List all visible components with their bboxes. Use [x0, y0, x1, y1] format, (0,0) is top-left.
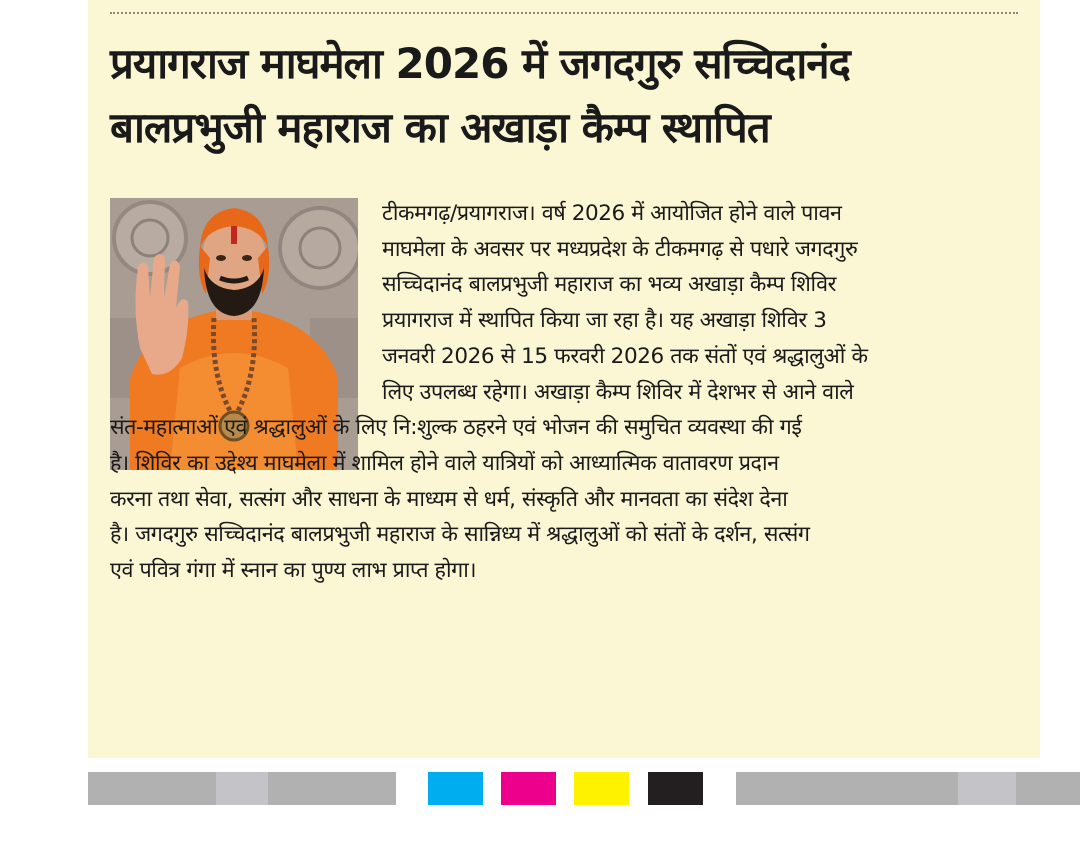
article-body — [110, 196, 1026, 589]
article-line: लिए उपलब्ध रहेगा। अखाड़ा कैम्प शिविर में देशभर से आने वाले — [382, 379, 854, 405]
grey-bar-left — [88, 772, 216, 805]
dotted-divider — [110, 12, 1018, 14]
article-line: सच्चिदानंद बालप्रभुजी महाराज का भव्य अखाड़ा कैम्प शिविर — [382, 272, 837, 298]
grey-bar-left-light — [216, 772, 268, 805]
article-line: है। शिविर का उद्देश्य माघमेला में शामिल होने वाले यात्रियों को आध्यात्मिक वातावरण प्रदान — [110, 450, 779, 476]
yellow-swatch — [574, 772, 629, 805]
grey-bar-right-end — [1016, 772, 1080, 805]
cyan-swatch — [428, 772, 483, 805]
headline — [110, 32, 1020, 160]
headline-line-1: प्रयागराज माघमेला 2026 में जगदगुरु सच्चिदानंद — [110, 39, 850, 88]
grey-bar-left-end — [268, 772, 396, 805]
article-line: माघमेला के अवसर पर मध्यप्रदेश के टीकमगढ़ से पधारे जगदगुरु — [382, 236, 858, 262]
article-line: एवं पवित्र गंगा में स्नान का पुण्य लाभ प्राप्त होगा। — [110, 558, 477, 584]
article-line: जनवरी 2026 से 15 फरवरी 2026 तक संतों एवं श्रद्धालुओं के — [382, 343, 868, 369]
black-swatch — [648, 772, 703, 805]
headline-line-2: बालप्रभुजी महाराज का अखाड़ा कैम्प स्थापित — [110, 103, 770, 152]
grey-bar-right — [736, 772, 958, 805]
newspaper-clipping — [88, 0, 1040, 758]
grey-bar-right-light — [958, 772, 1016, 805]
magenta-swatch — [501, 772, 556, 805]
article-line: करना तथा सेवा, सत्संग और साधना के माध्यम से धर्म, संस्कृति और मानवता का संदेश देना — [110, 486, 788, 512]
article-line: प्रयागराज में स्थापित किया जा रहा है। यह अखाड़ा शिविर 3 — [382, 308, 827, 334]
article-line: संत-महात्माओं एवं श्रद्धालुओं के लिए नि:शुल्क ठहरने एवं भोजन की समुचित व्यवस्था की गई — [110, 415, 802, 441]
article-line: है। जगदगुरु सच्चिदानंद बालप्रभुजी महाराज के सान्निध्य में श्रद्धालुओं को संतों के दर्शन, सत्संग — [110, 522, 810, 548]
article-line: टीकमगढ़/प्रयागराज। वर्ष 2026 में आयोजित होने वाले पावन — [382, 201, 842, 226]
